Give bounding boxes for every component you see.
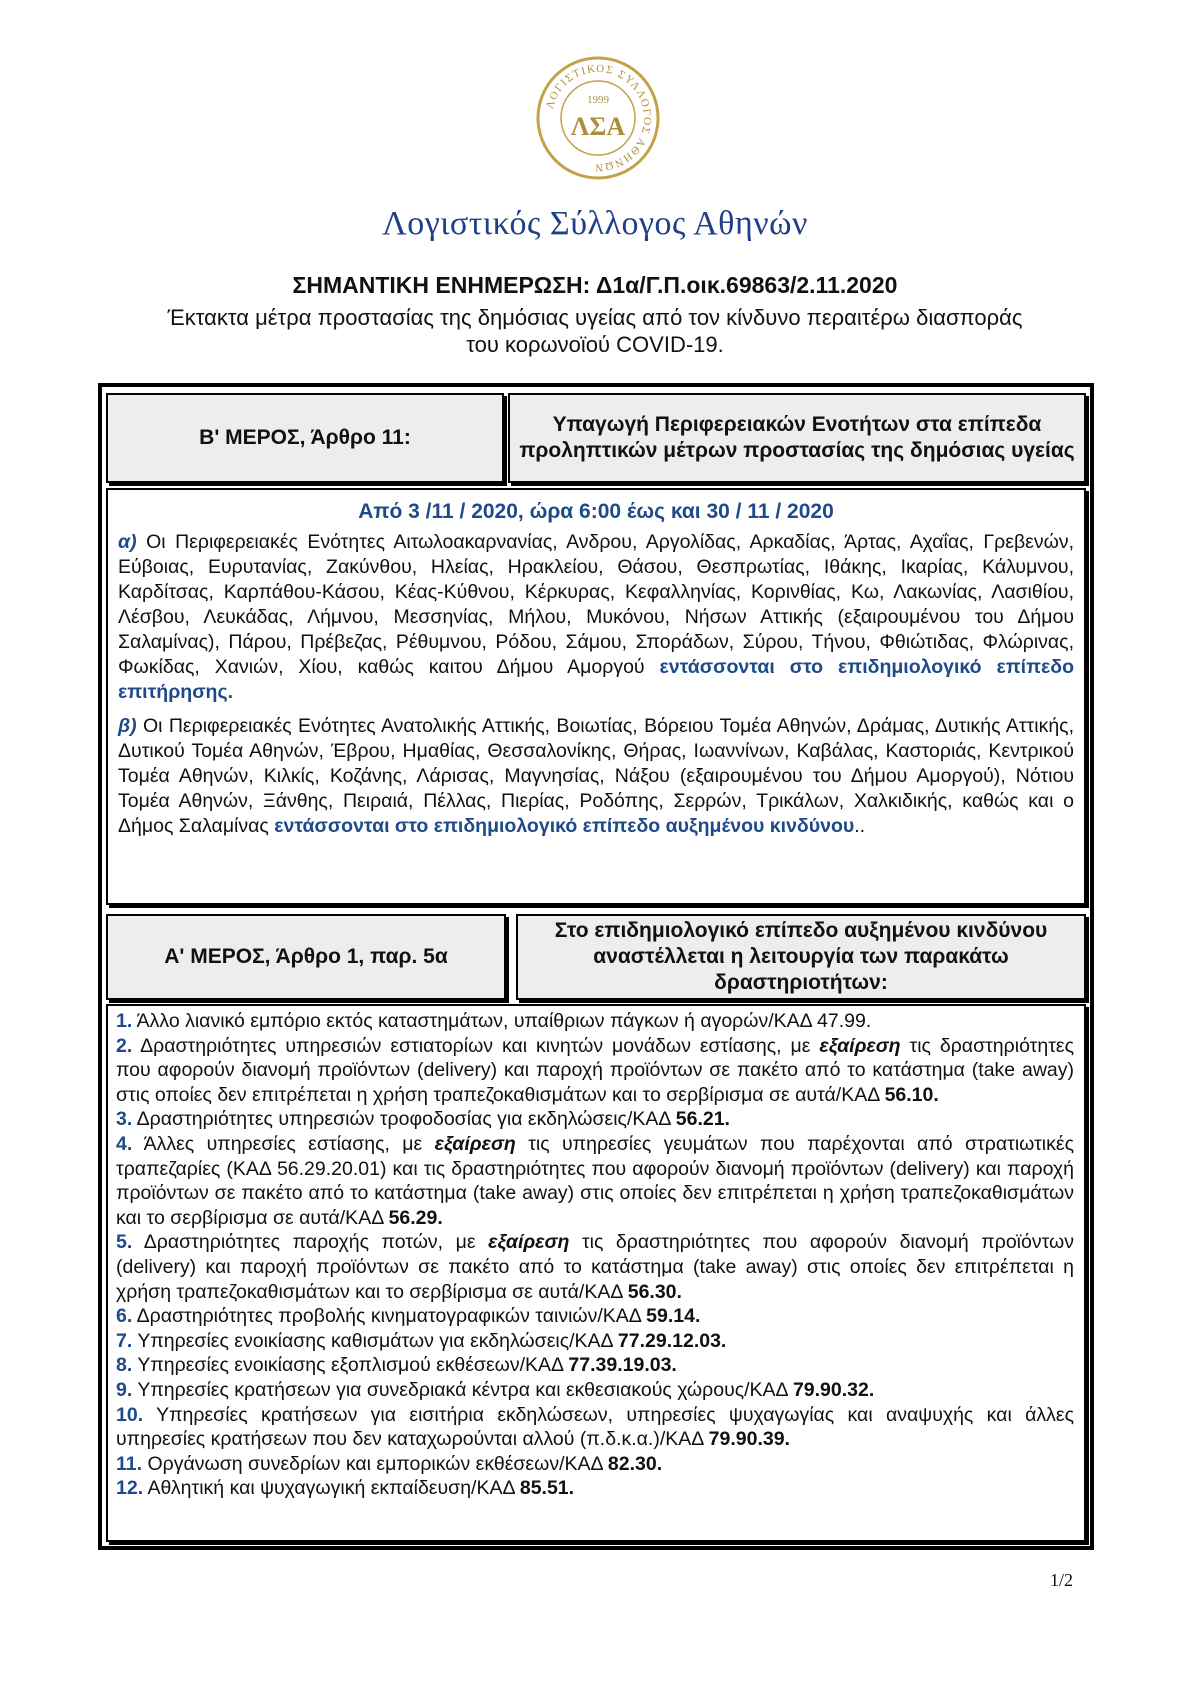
list-item-text: Αθλητική και ψυχαγωγική εκπαίδευση/ΚΑΔ — [143, 1477, 520, 1500]
paragraph-b-end: .. — [854, 815, 866, 837]
list-item — [116, 1034, 1074, 1108]
section-a-heading: Στο επιδημιολογικό επίπεδο αυξημένου κινδύνου αναστέλλεται η λειτουργία των παρακάτω δραστηριοτήτων: — [554, 919, 1048, 994]
paragraph-a-label: α) — [118, 531, 137, 553]
organization-name: Λογιστικός Σύλλογος Αθηνών — [382, 205, 808, 242]
list-item-text: 56.21. — [675, 1108, 730, 1131]
association-logo — [535, 55, 661, 181]
paragraph-b-highlight: εντάσσονται στο επιδημιολογικό επίπεδο αυξημένου κινδύνου — [274, 815, 855, 837]
paragraph-a-text: Οι Περιφερειακές Ενότητες Αιτωλοακαρνανίας, Ανδρου, Αργολίδας, Αρκαδίας, Άρτας, Αχαΐας, Γρεβενών, Εύβοιας, Ευρυτανίας, Ζακύνθου, Ηλείας, Ηρακλείου, Θάσου, Θεσπρωτίας, Ιθάκης, Ικαρίας, Κάλυμνου, Καρδίτσας, Καρπάθου-Κάσου, Κέας-Κύθνου, Κέρκυρας, Κεφαλληνίας, Κορινθίας, Κω, Λακωνίας, Λασιθίου, Λέσβου, Λευκάδας, Λήμνου, Μεσσηνίας, Μήλου, Μυκόνου, Νήσων Αττικής (εξαιρουμένου του Δήμου Σαλαμίνας), Πάρου, Πρέβεζας, Ρέθυμνου, Ρόδου, Σάμου, Σποράδων, Σύρου, Τήνου, Φθιώτιδας, Φλώρινας, Φωκίδας, Χανιών, Χίου, καθώς καιτου Δήμου Αμοργού — [118, 531, 1074, 678]
logo-seal-icon — [535, 55, 661, 181]
list-item — [116, 1476, 1074, 1501]
list-item-text: Υπηρεσίες κρατήσεων για εισιτήρια εκδηλώσεων, υπηρεσίες ψυχαγωγίας και αναψυχής και άλλες υπηρεσίες κρατήσεων που δεν καταχωρούνται αλλού (π.δ.κ.α.)/ΚΑΔ — [116, 1403, 1074, 1451]
list-item-number: 1. — [116, 1010, 133, 1032]
section-b-article: Β' ΜΕΡΟΣ, Άρθρο 11: — [199, 426, 411, 449]
section-b-heading-cell — [508, 393, 1086, 483]
list-item — [116, 1403, 1074, 1452]
section-a-article: Α' ΜΕΡΟΣ, Άρθρο 1, παρ. 5α — [164, 945, 448, 968]
list-item-text: εξαίρεση — [488, 1231, 570, 1254]
list-item-text: Δραστηριότητες υπηρεσιών εστιατορίων και κινητών μονάδων εστίασης, με — [132, 1034, 820, 1057]
list-item-number: 7. — [116, 1329, 133, 1352]
list-item — [116, 1009, 1074, 1034]
paragraph-b — [118, 714, 1074, 839]
page-number: 1/2 — [1050, 1570, 1074, 1590]
subtitle-line-2: του κορωνοϊού COVID-19. — [466, 332, 724, 357]
date-range: Από 3 /11 / 2020, ώρα 6:00 έως και 30 / 11 / 2020 — [358, 500, 834, 523]
activities-list — [106, 1004, 1086, 1542]
list-item-number: 11. — [116, 1452, 143, 1475]
activities-items — [116, 1009, 1074, 1501]
list-item-text: Άλλο λιανικό εμπόριο εκτός καταστημάτων, υπαίθριων πάγκων ή αγορών/ΚΑΔ 47.99. — [132, 1010, 872, 1032]
list-item — [116, 1378, 1074, 1403]
section-b-heading: Υπαγωγή Περιφερειακών Ενοτήτων στα επίπεδα προληπτικών μέτρων προστασίας της δημόσιας υγείας — [519, 413, 1075, 462]
list-item-text: 79.90.39. — [708, 1428, 790, 1451]
list-item-number: 3. — [116, 1108, 133, 1131]
list-item — [116, 1132, 1074, 1230]
list-item-text: Δραστηριότητες παροχής ποτών, με — [132, 1231, 489, 1254]
list-item-text: 77.39.19.03. — [568, 1354, 677, 1377]
list-item — [116, 1452, 1074, 1477]
list-item-text: 56.30. — [627, 1280, 682, 1303]
paragraph-b-label: β) — [118, 715, 137, 737]
list-item-number: 10. — [116, 1403, 144, 1426]
list-item-text: 59.14. — [646, 1305, 701, 1328]
list-item-number: 5. — [116, 1231, 133, 1254]
section-a-heading-cell — [516, 914, 1086, 1000]
list-item-number: 2. — [116, 1034, 133, 1057]
list-item — [116, 1304, 1074, 1329]
list-item-number: 6. — [116, 1305, 133, 1328]
logo-year: 1999 — [587, 94, 609, 106]
list-item-text: Υπηρεσίες ενοικίασης καθισμάτων για εκδηλώσεις/ΚΑΔ — [132, 1329, 618, 1352]
list-item-text: 56.10. — [884, 1083, 939, 1106]
list-item-text: εξαίρεση — [819, 1034, 901, 1057]
list-item-text: 79.90.32. — [792, 1378, 875, 1401]
list-item — [116, 1107, 1074, 1132]
list-item-text: εξαίρεση — [434, 1132, 516, 1155]
list-item-number: 12. — [116, 1477, 144, 1500]
list-item — [116, 1353, 1074, 1378]
list-item — [116, 1230, 1074, 1304]
list-item — [116, 1329, 1074, 1354]
list-item-text: Άλλες υπηρεσίες εστίασης, με — [132, 1132, 435, 1155]
section-a-article-cell — [106, 914, 506, 1000]
document-subtitle — [150, 304, 1040, 358]
list-item-text: Δραστηριότητες υπηρεσιών τροφοδοσίας για εκδηλώσεις/ΚΑΔ — [132, 1108, 676, 1131]
logo-mark: ΛΣΑ — [570, 112, 626, 141]
logo-ring-text: ΛΟΓΙΣΤΙΚΟΣ ΣΥΛΛΟΓΟΣ ΑΘΗΝΩΝ — [543, 62, 654, 174]
list-item-text: 82.30. — [607, 1452, 663, 1475]
list-item-number: 9. — [116, 1378, 133, 1401]
list-item-text: τις δραστηριότητες που αφορούν διανομή προϊόντων (delivery) και παροχή προϊόντων σε πακέτο από το κατάστημα (take away) στις οποίες δεν επιτρέπεται η χρήση τραπεζοκαθισμάτων και το σερβίρισμα σε αυτά/ΚΑΔ — [116, 1231, 1074, 1303]
list-item-number: 8. — [116, 1354, 133, 1377]
document-title: ΣΗΜΑΝΤΙΚΗ ΕΝΗΜΕΡΩΣΗ: Δ1α/Γ.Π.οικ.69863/2.11.2020 — [292, 272, 898, 298]
list-item-text: τις υπηρεσίες γευμάτων που παρέχονται από στρατιωτικές τραπεζαρίες (ΚΑΔ 56.29.20.01) και τις δραστηριότητες που αφορούν διανομή προϊόντων (delivery) και παροχή προϊόντων σε πακέτο από το κατάστημα (take away) στις οποίες δεν επιτρέπεται η χρήση τραπεζοκαθισμάτων και το σερβίρισμα σε αυτά/ΚΑΔ — [116, 1132, 1074, 1229]
list-item-number: 4. — [116, 1132, 133, 1155]
paragraph-a-highlight: εντάσσονται στο επιδημιολογικό επίπεδο επιτήρησης. — [118, 656, 1074, 703]
list-item-text: Υπηρεσίες ενοικίασης εξοπλισμού εκθέσεων/ΚΑΔ — [132, 1354, 569, 1377]
subtitle-line-1: Έκτακτα μέτρα προστασίας της δημόσιας υγείας από τον κίνδυνο περαιτέρω διασποράς — [167, 305, 1023, 330]
list-item-text: 85.51. — [519, 1477, 575, 1500]
list-item-text: 56.29. — [388, 1206, 443, 1229]
section-b-body — [106, 488, 1086, 905]
paragraph-b-text: Οι Περιφερειακές Ενότητες Ανατολικής Αττικής, Βοιωτίας, Βόρειου Τομέα Αθηνών, Δράμας, Δυτικής Αττικής, Δυτικού Τομέα Αθηνών, Έβρου, Ημαθίας, Θεσσαλονίκης, Θήρας, Ιωαννίνων, Καβάλας, Καστοριάς, Κεντρικού Τομέα Αθηνών, Κιλκίς, Κοζάνης, Λάρισας, Μαγνησίας, Νάξου (εξαιρουμένου του Δήμου Αμοργού), Νότιου Τομέα Αθηνών, Ξάνθης, Πειραιά, Πέλλας, Πιερίας, Ροδόπης, Σερρών, Τρικάλων, Χαλκιδικής, καθώς και ο Δήμος Σαλαμίνας — [118, 715, 1074, 837]
list-item-text: Οργάνωση συνεδρίων και εμπορικών εκθέσεων/ΚΑΔ — [142, 1452, 608, 1475]
list-item-text: 77.29.12.03. — [617, 1329, 727, 1352]
paragraph-a — [118, 530, 1074, 705]
list-item-text: Δραστηριότητες προβολής κινηματογραφικών ταινιών/ΚΑΔ — [132, 1305, 647, 1328]
list-item-text: τις δραστηριότητες που αφορούν διανομή προϊόντων (delivery) και παροχή προϊόντων σε πακέτο από το κατάστημα (take away) στις οποίες δεν επιτρέπεται η χρήση τραπεζοκαθισμάτων και το σερβίρισμα σε αυτά/ΚΑΔ — [116, 1034, 1074, 1106]
list-item-text: Υπηρεσίες κρατήσεων για συνεδριακά κέντρα και εκθεσιακούς χώρους/ΚΑΔ — [132, 1378, 793, 1401]
section-b-article-cell — [106, 393, 504, 483]
